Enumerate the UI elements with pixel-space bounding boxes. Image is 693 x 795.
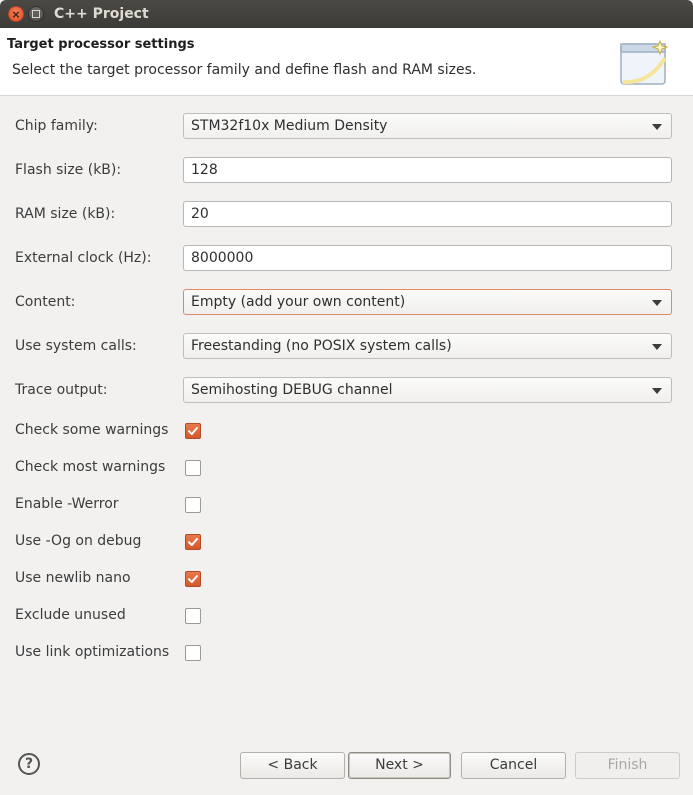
window-title: C++ Project — [54, 6, 149, 22]
ram-size-value: 20 — [191, 206, 209, 222]
enable-werror-label: Enable -Werror — [15, 496, 119, 512]
chevron-down-icon — [652, 124, 662, 130]
page-description: Select the target processor family and define flash and RAM sizes. — [12, 62, 477, 78]
cancel-button[interactable]: Cancel — [461, 752, 566, 779]
check-some-warnings-label: Check some warnings — [15, 422, 169, 438]
ram-size-label: RAM size (kB): — [15, 206, 116, 222]
check-most-warnings-checkbox[interactable] — [185, 460, 201, 476]
use-link-optimizations-label: Use link optimizations — [15, 644, 170, 660]
wizard-header — [0, 28, 693, 96]
system-calls-label: Use system calls: — [15, 338, 137, 354]
content-value: Empty (add your own content) — [191, 294, 406, 310]
check-some-warnings-checkbox[interactable] — [185, 423, 201, 439]
next-button[interactable]: Next > — [348, 752, 451, 779]
flash-size-value: 128 — [191, 162, 218, 178]
check-most-warnings-label: Check most warnings — [15, 459, 166, 475]
chevron-down-icon — [652, 300, 662, 306]
use-og-on-debug-label: Use -Og on debug — [15, 533, 142, 549]
enable-werror-checkbox[interactable] — [185, 497, 201, 513]
exclude-unused-label: Exclude unused — [15, 607, 126, 623]
trace-output-value: Semihosting DEBUG channel — [191, 382, 393, 398]
external-clock-label: External clock (Hz): — [15, 250, 152, 266]
chip-family-label: Chip family: — [15, 118, 98, 134]
flash-size-input[interactable] — [183, 157, 672, 183]
ram-size-input[interactable] — [183, 201, 672, 227]
wizard-banner-icon — [619, 38, 675, 90]
checkmark-icon — [187, 425, 199, 437]
trace-output-select[interactable] — [183, 377, 672, 403]
maximize-window-button[interactable] — [28, 6, 44, 22]
checkmark-icon — [187, 536, 199, 548]
back-button[interactable]: < Back — [240, 752, 345, 779]
content-label: Content: — [15, 294, 76, 310]
use-newlib-nano-checkbox[interactable] — [185, 571, 201, 587]
chevron-down-icon — [652, 344, 662, 350]
external-clock-value: 8000000 — [191, 250, 254, 266]
maximize-icon — [32, 10, 40, 18]
checkmark-icon — [187, 573, 199, 585]
close-icon: × — [11, 8, 21, 21]
finish-button[interactable]: Finish — [575, 752, 680, 779]
trace-output-label: Trace output: — [15, 382, 108, 398]
use-link-optimizations-checkbox[interactable] — [185, 645, 201, 661]
chip-family-value: STM32f10x Medium Density — [191, 118, 388, 134]
system-calls-value: Freestanding (no POSIX system calls) — [191, 338, 452, 354]
window-titlebar — [0, 0, 693, 28]
close-window-button[interactable] — [8, 6, 24, 22]
system-calls-select[interactable] — [183, 333, 672, 359]
chevron-down-icon — [652, 388, 662, 394]
chip-family-select[interactable] — [183, 113, 672, 139]
help-button[interactable] — [18, 753, 40, 775]
exclude-unused-checkbox[interactable] — [185, 608, 201, 624]
content-select[interactable] — [183, 289, 672, 315]
page-title: Target processor settings — [7, 37, 195, 52]
help-icon: ? — [24, 756, 34, 772]
external-clock-input[interactable] — [183, 245, 672, 271]
use-og-on-debug-checkbox[interactable] — [185, 534, 201, 550]
flash-size-label: Flash size (kB): — [15, 162, 122, 178]
use-newlib-nano-label: Use newlib nano — [15, 570, 131, 586]
